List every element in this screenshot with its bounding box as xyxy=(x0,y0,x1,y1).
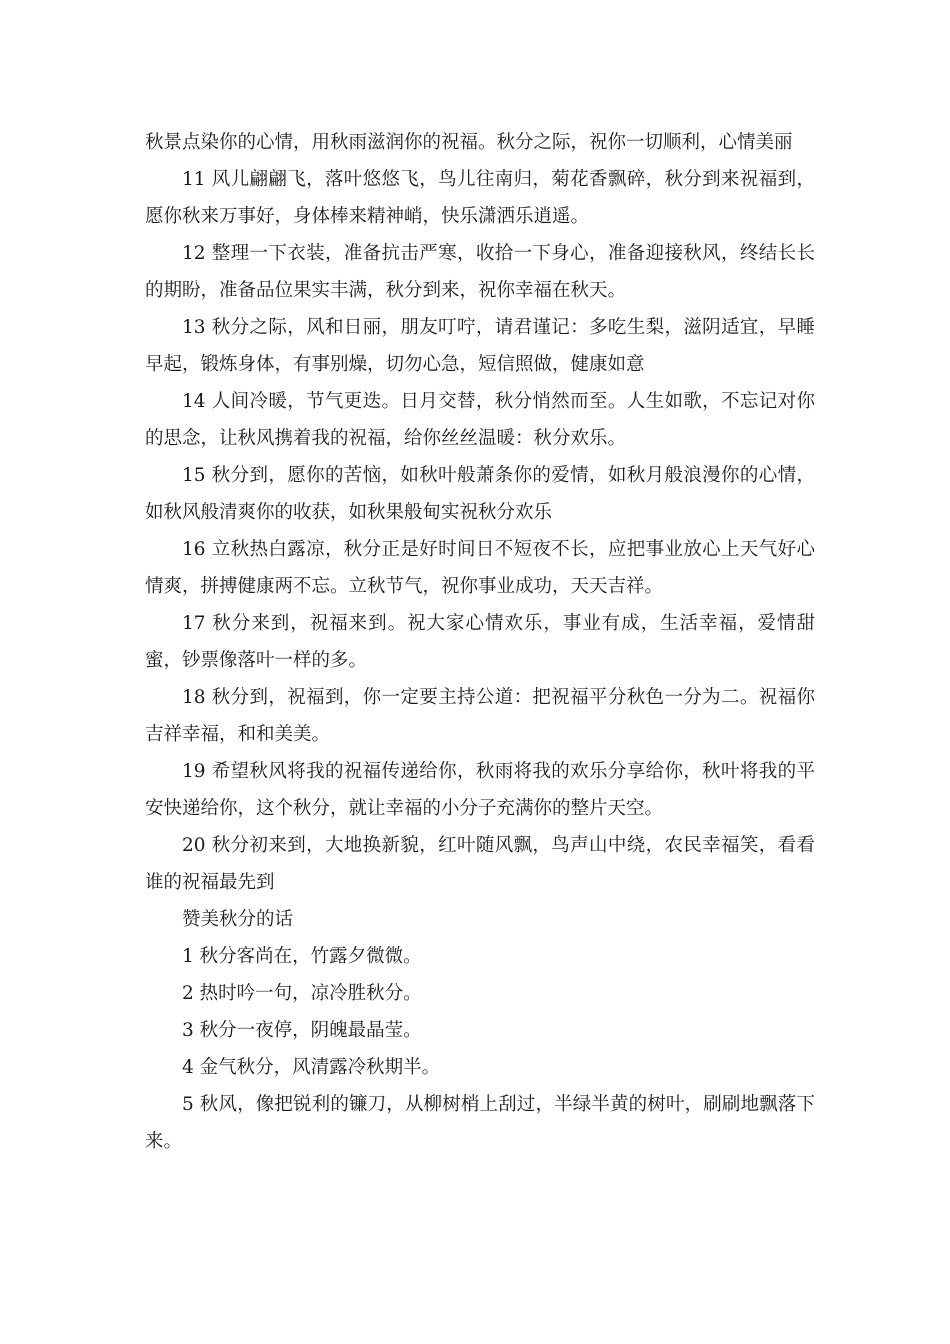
paragraph-6: 15 秋分到，愿你的苦恼，如秋叶般萧条你的爱情，如秋月般浪漫你的心情，如秋风般清爽你的收获，如秋果般甸实祝秋分欢乐 xyxy=(145,465,815,523)
quote-item-2: 2 热时吟一句，凉冷胜秋分。 xyxy=(182,983,422,1004)
paragraph-11: 20 秋分初来到，大地换新貌，红叶随风飘，鸟声山中绕，农民幸福笑，看看谁的祝福最先到 xyxy=(145,835,815,893)
paragraph-1: 秋景点染你的心情，用秋雨滋润你的祝福。秋分之际，祝你一切顺利，心情美丽 xyxy=(145,132,793,153)
quote-item-1: 1 秋分客尚在，竹露夕微微。 xyxy=(182,946,422,967)
paragraph-4: 13 秋分之际，风和日丽，朋友叮咛，请君谨记：多吃生梨，滋阴适宜，早睡早起，锻炼身体，有事别燥，切勿心急，短信照做，健康如意 xyxy=(145,317,815,375)
paragraph-2: 11 风儿翩翩飞，落叶悠悠飞，鸟儿往南归，菊花香飘碎，秋分到来祝福到，愿你秋来万事好，身体棒来精神峭，快乐潇洒乐逍遥。 xyxy=(145,169,815,227)
document-body xyxy=(145,124,815,1160)
quote-item-5: 5 秋风，像把锐利的镰刀，从柳树梢上刮过，半绿半黄的树叶，刷刷地飘落下来。 xyxy=(145,1094,815,1152)
paragraph-7: 16 立秋热白露凉，秋分正是好时间日不短夜不长，应把事业放心上天气好心情爽，拼搏健康两不忘。立秋节气，祝你事业成功，天天吉祥。 xyxy=(145,539,815,597)
quote-item-4: 4 金气秋分，风清露冷秋期半。 xyxy=(182,1057,441,1078)
paragraph-5: 14 人间冷暖，节气更迭。日月交替，秋分悄然而至。人生如歌，不忘记对你的思念，让秋风携着我的祝福，给你丝丝温暖：秋分欢乐。 xyxy=(145,391,815,449)
quote-item-3: 3 秋分一夜停，阴魄最晶莹。 xyxy=(182,1020,422,1041)
paragraph-9: 18 秋分到，祝福到，你一定要主持公道：把祝福平分秋色一分为二。祝福你吉祥幸福，和和美美。 xyxy=(145,687,815,745)
paragraph-3: 12 整理一下衣装，准备抗击严寒，收拾一下身心，准备迎接秋风，终结长长的期盼，准备品位果实丰满，秋分到来，祝你幸福在秋天。 xyxy=(145,243,815,301)
section-heading: 赞美秋分的话 xyxy=(182,909,294,930)
paragraph-8: 17 秋分来到，祝福来到。祝大家心情欢乐，事业有成，生活幸福，爱情甜蜜，钞票像落叶一样的多。 xyxy=(145,613,815,671)
paragraph-10: 19 希望秋风将我的祝福传递给你，秋雨将我的欢乐分享给你，秋叶将我的平安快递给你，这个秋分，就让幸福的小分子充满你的整片天空。 xyxy=(145,761,815,819)
